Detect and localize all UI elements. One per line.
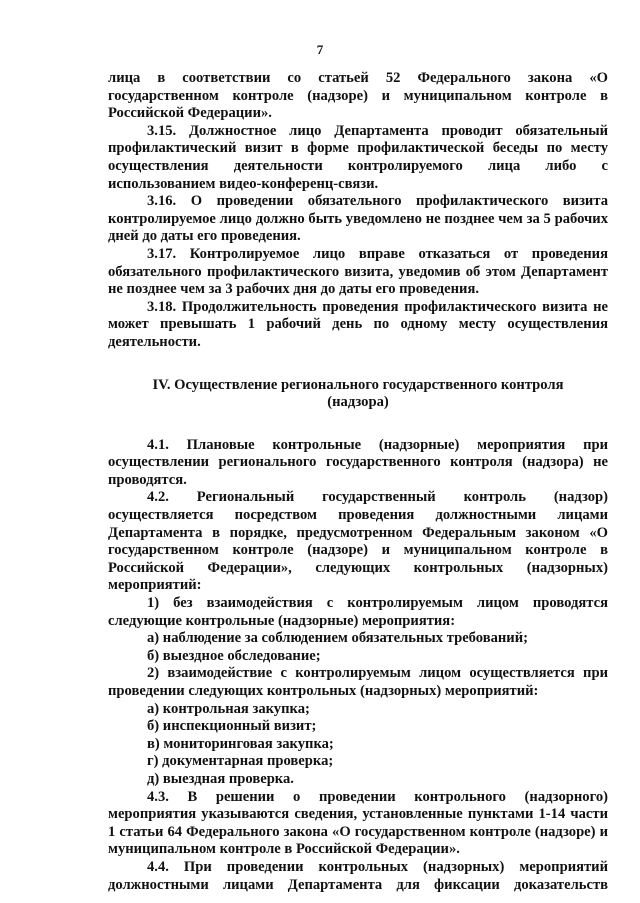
paragraph-3-17: 3.17. Контролируемое лицо вправе отказаться от проведения обязательного профилактического визита, уведомив об этом Департамент не позднее чем за 3 рабочих дня до даты его проведения. (108, 245, 608, 298)
paragraph-3-15: 3.15. Должностное лицо Департамента проводит обязательный профилактический визит в форме профилактической беседы по месту осуществления деятельности контролируемого лица либо с использованием видео-конференц-связи. (108, 122, 608, 192)
list-item: а) контрольная закупка; (147, 700, 310, 717)
paragraph-4-2: 4.2. Региональный государственный контроль (надзор) осуществляется посредством проведения должностными лицами Департамента в порядке, предусмотренном Федеральным законом «О государственном контроле (надзоре) и муниципальном контроле в Российской Федерации», следующих контрольных (надзорных) мероприятий: (108, 489, 608, 594)
list-item: а) наблюдение за соблюдением обязательных требований; (147, 630, 528, 647)
list-item: б) выездное обследование; (147, 647, 321, 664)
list-item: в) мониторинговая закупка; (147, 735, 334, 752)
paragraph-3-18: 3.18. Продолжительность проведения профилактического визита не может превышать 1 рабочий день по одному месту осуществления деятельности. (108, 298, 608, 350)
paragraph-3-16: 3.16. О проведении обязательного профилактического визита контролируемое лицо должно быть уведомлено не позднее чем за 5 рабочих дней до даты его проведения. (108, 193, 608, 245)
list-item: д) выездная проверка. (147, 770, 294, 787)
paragraph-4-1: 4.1. Плановые контрольные (надзорные) мероприятия при осуществлении регионального государственного контроля (надзора) не проводятся. (108, 436, 608, 488)
section-heading-line2: (надзора) (327, 394, 389, 411)
page-number: 7 (316, 42, 324, 57)
document-body (108, 70, 608, 894)
section-heading-line1: IV. Осуществление регионального государственного контроля (152, 376, 564, 393)
list-item: б) инспекционный визит; (147, 718, 317, 735)
paragraph-4-3: 4.3. В решении о проведении контрольного (надзорного) мероприятия указываются сведения, установленные пунктами 1-14 части 1 статьи 64 Федерального закона «О государственном контроле (надзоре) и муниципальном контроле в Российской Федерации». (108, 788, 608, 858)
list-item: г) документарная проверка; (147, 753, 334, 770)
paragraph-4-2-2: 2) взаимодействие с контролируемым лицом осуществляется при проведении следующих контрольных (надзорных) мероприятий: (108, 665, 608, 699)
paragraph-4-2-1: 1) без взаимодействия с контролируемым лицом проводятся следующие контрольные (надзорные) мероприятия: (108, 595, 608, 629)
section-heading (108, 377, 608, 412)
paragraph-continuation: лица в соответствии со статьей 52 Федерального закона «О государственном контроле (надзоре) и муниципальном контроле в Российской Федерации». (108, 70, 608, 122)
paragraph-4-4: 4.4. При проведении контрольных (надзорных) мероприятий должностными лицами Департамента для фиксации доказательств (108, 858, 608, 893)
